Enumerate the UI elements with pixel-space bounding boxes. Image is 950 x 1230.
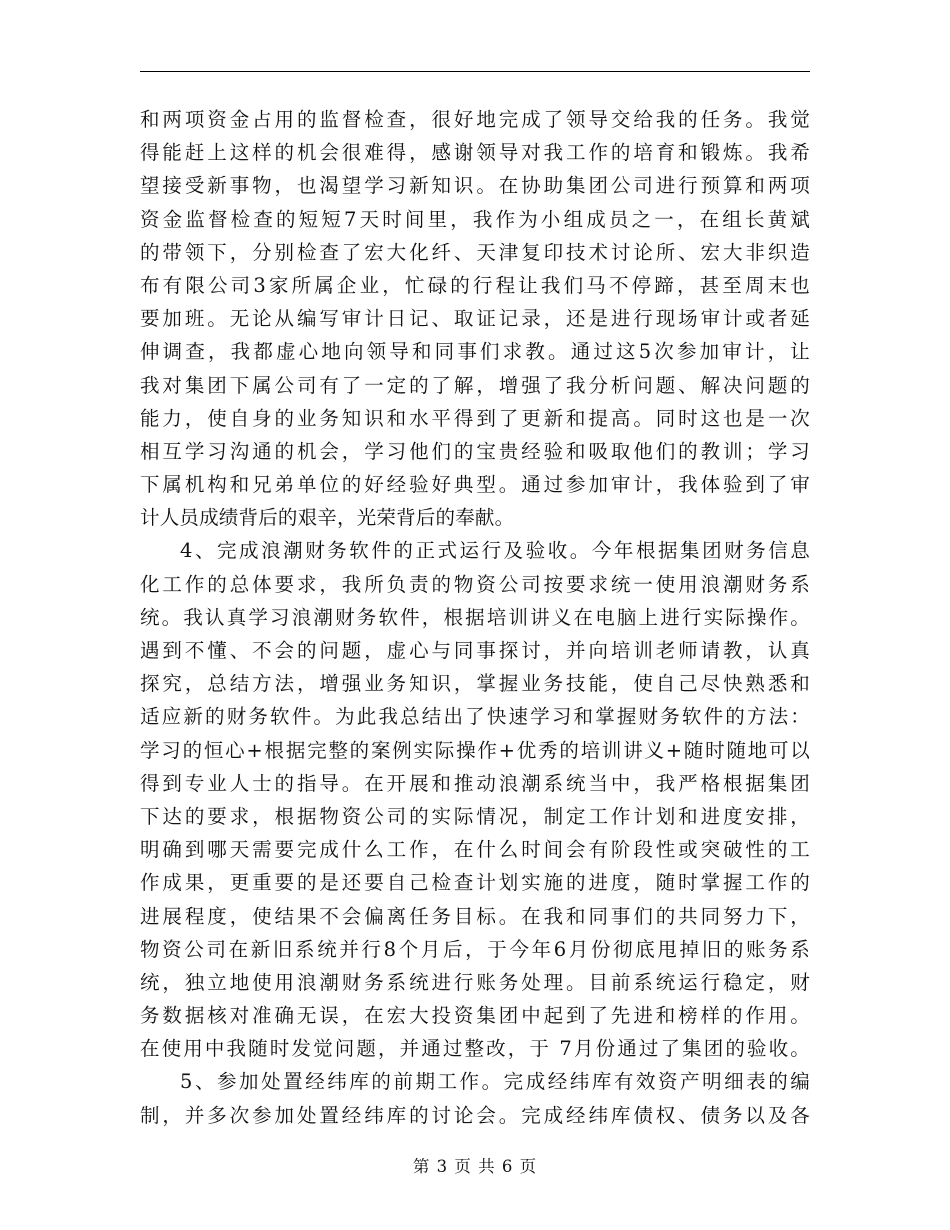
text-line: 下达的要求，根据物资公司的实际情况，制定工作计划和进度安排，	[140, 804, 810, 828]
text-line: 探究，总结方法，增强业务知识，掌握业务技能，使自己尽快熟悉和	[140, 672, 810, 696]
text-line: 4、完成浪潮财务软件的正式运行及验收。今年根据集团财务信息	[180, 539, 810, 563]
text-line: 在使用中我随时发觉问题，并通过整改，于 7月份通过了集团的验收。	[140, 1037, 810, 1061]
text-line: 遇到不懂、不会的问题，虚心与同事探讨，并向培训老师请教，认真	[140, 639, 810, 662]
text-line: 计人员成绩背后的艰辛，光荣背后的奉献。	[140, 506, 515, 530]
text-line: 学习的恒心+根据完整的案例实际操作+优秀的培训讲义+随时随地可以	[140, 738, 810, 762]
text-line: 能力，使自身的业务知识和水平得到了更新和提高。同时这也是一次	[140, 406, 810, 430]
text-line: 资金监督检查的短短7天时间里，我作为小组成员之一，在组长黄斌	[140, 207, 810, 231]
text-line: 伸调查，我都虚心地向领导和同事们求教。通过这5次参加审计，让	[140, 340, 810, 364]
text-line: 我对集团下属公司有了一定的了解，增强了我分析问题、解决问题的	[140, 373, 810, 397]
text-line: 要加班。无论从编写审计日记、取证记录，还是进行现场审计或者延	[140, 307, 810, 331]
body-text	[140, 103, 810, 1132]
text-line: 务数据核对准确无误，在宏大投资集团中起到了先进和榜样的作用。	[140, 1004, 810, 1028]
text-line: 得到专业人士的指导。在开展和推动浪潮系统当中，我严格根据集团	[140, 771, 810, 795]
text-line: 制，并多次参加处置经纬库的讨论会。完成经纬库债权、债务以及各	[140, 1103, 810, 1127]
text-line: 化工作的总体要求，我所负责的物资公司按要求统一使用浪潮财务系	[140, 572, 810, 596]
text-line: 的带领下，分别检查了宏大化纤、天津复印技术讨论所、宏大非织造	[140, 240, 810, 264]
text-line: 相互学习沟通的机会，学习他们的宝贵经验和吸取他们的教训；学习	[140, 439, 810, 463]
text-line: 望接受新事物，也渴望学习新知识。在协助集团公司进行预算和两项	[140, 174, 810, 198]
text-line: 统，独立地使用浪潮财务系统进行账务处理。目前系统运行稳定，财	[140, 970, 810, 994]
text-line: 5、参加处置经纬库的前期工作。完成经纬库有效资产明细表的编	[180, 1070, 810, 1094]
page-footer: 第 3 页 共 6 页	[412, 1157, 538, 1176]
header-rule	[140, 71, 810, 72]
text-line: 下属机构和兄弟单位的好经验好典型。通过参加审计，我体验到了审	[140, 473, 810, 497]
text-line: 和两项资金占用的监督检查，很好地完成了领导交给我的任务。我觉	[140, 108, 810, 131]
text-line: 进展程度，使结果不会偏离任务目标。在我和同事们的共同努力下，	[140, 904, 810, 928]
text-line: 物资公司在新旧系统并行8个月后，于今年6月份彻底甩掉旧的账务系	[140, 937, 810, 961]
text-line: 作成果，更重要的是还要自己检查计划实施的进度，随时掌握工作的	[140, 871, 810, 895]
text-line: 适应新的财务软件。为此我总结出了快速学习和掌握财务软件的方法：	[140, 705, 810, 729]
text-line: 得能赶上这样的机会很难得，感谢领导对我工作的培育和锻炼。我希	[140, 141, 810, 165]
text-line: 布有限公司3家所属企业，忙碌的行程让我们马不停蹄，甚至周末也	[140, 273, 810, 297]
text-line: 明确到哪天需要完成什么工作，在什么时间会有阶段性或突破性的工	[140, 838, 810, 862]
text-line: 统。我认真学习浪潮财务软件，根据培训讲义在电脑上进行实际操作。	[140, 605, 810, 629]
